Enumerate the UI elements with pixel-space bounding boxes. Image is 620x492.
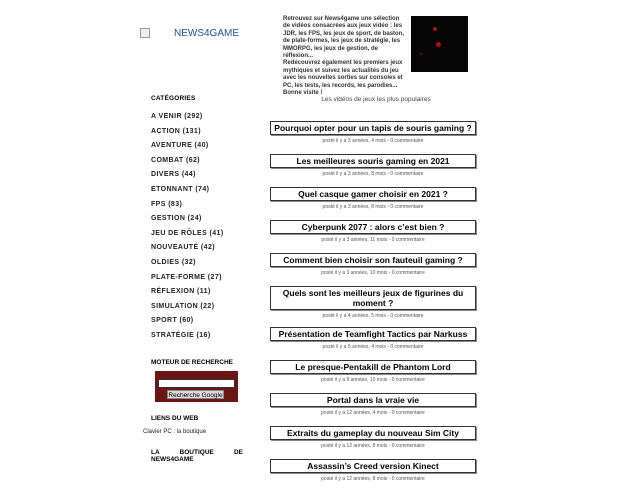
category-label: NOUVEAUTÉ — [151, 244, 199, 252]
category-link[interactable] — [151, 157, 250, 172]
category-link[interactable] — [151, 186, 250, 201]
category-count: (42) — [200, 244, 215, 252]
article-meta: posté il y a 9 années, 10 mois - 0 commentaire — [321, 377, 425, 383]
category-count: (41) — [209, 229, 224, 237]
category-label: STRATÉGIE — [151, 331, 195, 339]
shop-title: LA BOUTIQUE DE NEWS4GAME — [151, 449, 243, 463]
article-meta: posté il y a 4 années, 5 mois - 0 commentaire — [322, 313, 424, 319]
category-count: (83) — [168, 200, 183, 208]
category-label: SPORT — [151, 317, 178, 325]
article-meta: posté il y a 3 années, 4 mois - 0 commentaire — [322, 138, 424, 144]
article-title-link[interactable]: Cyberpunk 2077 : alors c’est bien ? — [270, 220, 476, 234]
categories-title: CATÉGORIES — [151, 95, 196, 102]
article-list — [270, 121, 476, 492]
tagline: Les vidéos de jeux les plus populaires — [321, 96, 431, 103]
category-label: ETONNANT — [151, 185, 193, 193]
article-meta: posté il y a 3 années, 10 mois - 0 commentaire — [321, 270, 425, 276]
article-title-link[interactable]: Extraits du gameplay du nouveau Sim City — [270, 426, 476, 440]
category-link[interactable] — [151, 244, 250, 259]
category-link[interactable] — [151, 215, 250, 230]
intro-paragraph-1: Retrouvez sur News4game une sélection de vidéos consacrées aux jeux vidéo : les JDR, les FPS, les jeux de sport, de baston, de plate-formes, les jeux de stratégie, les MMORPG, les jeux de gestion, de réflexion... — [283, 16, 405, 60]
category-count: (44) — [181, 171, 196, 179]
category-label: FPS — [151, 200, 166, 208]
category-link[interactable] — [151, 332, 250, 347]
category-label: A VENIR — [151, 113, 182, 120]
category-label: OLDIES — [151, 258, 180, 266]
category-label: RÉFLEXION — [151, 288, 195, 296]
banner-dot — [433, 27, 437, 31]
category-label: ACTION — [151, 127, 181, 135]
article-item — [270, 220, 476, 244]
article-item — [270, 286, 476, 320]
links-title: LIENS DU WEB — [151, 415, 199, 422]
article-item — [270, 154, 476, 178]
article-item — [270, 187, 476, 211]
article-item — [270, 426, 476, 450]
category-link[interactable] — [151, 259, 250, 274]
category-label: JEU DE RÔLES — [151, 229, 208, 237]
category-link[interactable] — [151, 274, 250, 289]
category-count: (11) — [197, 288, 211, 296]
broken-image-icon — [140, 28, 150, 38]
category-label: COMBAT — [151, 156, 184, 164]
site-logo[interactable] — [140, 28, 240, 42]
article-meta: posté il y a 5 années, 4 mois - 0 commentaire — [322, 344, 424, 350]
sidebar — [140, 95, 250, 347]
category-link[interactable] — [151, 128, 250, 143]
banner-dot — [420, 53, 422, 55]
article-item — [270, 121, 476, 145]
article-meta: posté il y a 3 années, 8 mois - 0 commentaire — [322, 171, 424, 177]
banner-image[interactable] — [411, 16, 468, 72]
category-link[interactable] — [151, 303, 250, 318]
category-link[interactable] — [151, 288, 250, 303]
banner-dot — [436, 42, 441, 47]
category-count: (74) — [195, 185, 210, 193]
category-count: (32) — [181, 258, 196, 266]
category-link[interactable] — [151, 171, 250, 186]
article-title-link[interactable]: Quels sont les meilleurs jeux de figurines du moment ? — [270, 286, 476, 310]
article-title-link[interactable]: Présentation de Teamfight Tactics par Narkuss — [270, 327, 476, 341]
article-title-link[interactable]: Les meilleures souris gaming en 2021 — [270, 154, 476, 168]
category-label: GESTION — [151, 215, 186, 223]
article-item — [270, 360, 476, 384]
article-meta: posté il y a 12 années, 4 mois - 0 commentaire — [321, 410, 425, 416]
article-meta: posté il y a 3 années, 11 mois - 0 commentaire — [321, 237, 425, 243]
category-list — [151, 113, 250, 347]
google-search-button[interactable]: Recherche Google — [168, 392, 223, 399]
article-item — [270, 393, 476, 417]
category-count: (292) — [184, 113, 203, 120]
category-label: PLATE-FORME — [151, 273, 206, 281]
category-count: (27) — [207, 273, 222, 281]
article-title-link[interactable]: Le presque-Pentakill de Phantom Lord — [270, 360, 476, 374]
article-item — [270, 327, 476, 351]
category-link[interactable] — [151, 317, 250, 332]
category-count: (131) — [182, 127, 201, 135]
search-box — [155, 371, 238, 402]
article-meta: posté il y a 12 années, 8 mois - 0 commentaire — [321, 476, 425, 482]
site-intro — [283, 16, 407, 97]
category-count: (62) — [185, 156, 201, 164]
search-title: MOTEUR DE RECHERCHE — [151, 359, 233, 366]
article-title-link[interactable]: Quel casque gamer choisir en 2021 ? — [270, 187, 476, 201]
article-item — [270, 253, 476, 277]
category-link[interactable] — [151, 201, 250, 216]
category-link[interactable] — [151, 142, 250, 157]
category-count: (16) — [196, 331, 211, 339]
intro-paragraph-2: Redécouvrez également les premiers jeux mythiques et suivez les actualités du jeu avec les nouvelles sorties sur consoles et PC, les tests, les records, les parodies... Bonne visite ! — [283, 60, 403, 97]
category-link[interactable] — [151, 113, 250, 128]
search-input[interactable] — [158, 379, 235, 388]
category-label: DIVERS — [151, 171, 180, 179]
category-count: (60) — [179, 317, 194, 325]
article-title-link[interactable]: Comment bien choisir son fauteuil gaming ? — [270, 253, 476, 267]
category-count: (24) — [187, 215, 202, 223]
article-title-link[interactable]: Pourquoi opter pour un tapis de souris gaming ? — [270, 121, 476, 135]
article-meta: posté il y a 12 années, 8 mois - 0 commentaire — [321, 443, 425, 449]
article-title-link[interactable]: Portal dans la vraie vie — [270, 393, 476, 407]
article-meta: posté il y a 3 années, 8 mois - 0 commentaire — [322, 204, 424, 210]
article-title-link[interactable]: Assassin’s Creed version Kinect — [270, 459, 476, 473]
category-count: (40) — [194, 142, 209, 150]
logo-text[interactable]: NEWS4GAME — [174, 28, 240, 39]
category-link[interactable] — [151, 230, 250, 245]
article-item — [270, 459, 476, 483]
category-count: (22) — [200, 302, 215, 310]
category-label: SIMULATION — [151, 302, 199, 310]
category-label: AVENTURE — [151, 142, 193, 150]
web-link[interactable]: Clavier PC : la boutique — [143, 429, 207, 435]
